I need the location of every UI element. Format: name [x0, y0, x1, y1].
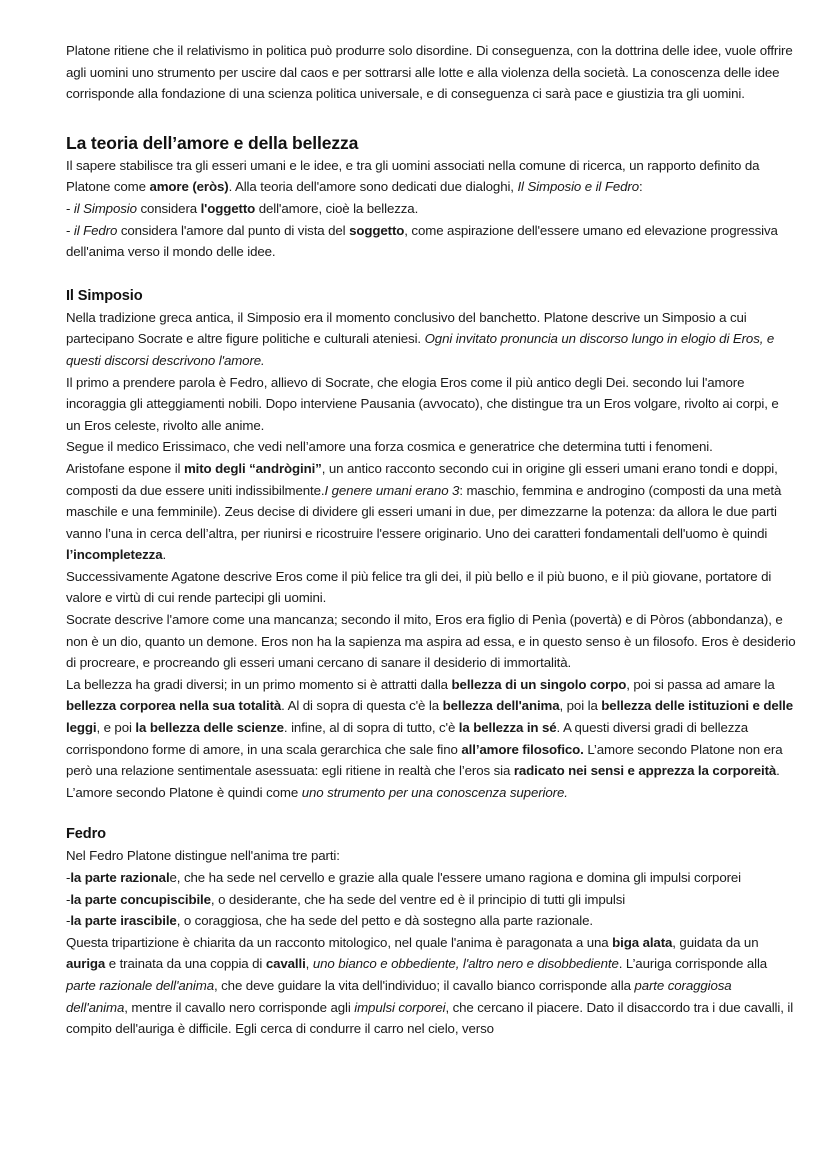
text-run: - [66, 891, 71, 907]
text-run: . Alla teoria dell'amore sono dedicati due dialoghi, [228, 179, 518, 195]
text-run: Aristofane espone il [66, 460, 184, 476]
text-run: , che deve guidare la vita dell'individuo; il cavallo bianco corrisponde alla [214, 977, 635, 993]
italic-term: uno bianco e obbediente, l'altro nero e disobbediente [312, 956, 619, 972]
section-heading-amore: La teoria dell’amore e della bellezza [66, 132, 359, 153]
section-heading-simposio: Il Simposio [66, 287, 143, 304]
italic-term: I genere umani erano 3 [324, 482, 460, 498]
text-run: Il primo a prendere parola è Fedro, allievo di Socrate, che elogia Eros come il più antico degli Dei. secondo lui l'amore incoraggia gli atteggiamenti nobili. Dopo interviene Pausania (avvocato), che distingue tra un Eros volgare, rivolto ai corpi, e un Eros celeste, rivolto alle anime. [66, 374, 779, 433]
bold-term: cavalli [265, 956, 306, 972]
bold-term: auriga [66, 956, 106, 972]
text-run: e trainata da una coppia di [105, 956, 266, 972]
text-run: , poi si passa ad amare la [626, 676, 775, 692]
bold-term: all’amore filosofico. [461, 741, 584, 757]
text-run: , un antico racconto secondo cui in origine gli esseri umani erano tondi e doppi, composti da due essere uniti indissibilmente. [66, 460, 778, 498]
simposio-paragraph [66, 436, 796, 458]
italic-term: il Fedro [73, 222, 118, 238]
text-run: Nel Fedro Platone distingue nell'anima tre parti: [66, 848, 340, 864]
bold-term: biga alata [612, 934, 673, 950]
italic-term: uno strumento per una conoscenza superiore. [301, 784, 568, 800]
bold-term: bellezza corporea nella sua totalità [66, 698, 282, 714]
bold-term: la bellezza in sé [458, 720, 557, 736]
text-run: , e poi [96, 720, 136, 736]
simposio-paragraph [66, 674, 796, 804]
text-run: , poi la [559, 698, 602, 714]
spacer [66, 263, 796, 285]
text-run: Socrate descrive l'amore come una mancanza; secondo il mito, Eros era figlio di Penìa (povertà) e di Pòros (abbondanza), e non è un dio, quanto un demone. Eros non ha la sapienza ma aspira ad essa, e in questo senso è un filosofo. Eros è desiderio di procreare, e procreando gli esseri umani cercano di sanare il desiderio di immortalità. [66, 612, 796, 671]
bold-term: bellezza di un singolo corpo [451, 676, 627, 692]
fedro-list-item [66, 889, 796, 911]
italic-term: parte razionale dell'anima [66, 977, 214, 993]
text-run: : [638, 179, 643, 195]
section-heading-fedro: Fedro [66, 826, 106, 843]
text-run: , o coraggiosa, che ha sede del petto e dà sostegno alla parte razionale. [176, 913, 593, 929]
text-run: . [162, 547, 167, 563]
text-run: considera [136, 200, 201, 216]
spacer [66, 803, 796, 823]
text-run: , o desiderante, che ha sede del ventre ed è il principio di tutti gli impulsi [210, 891, 626, 907]
text-run: , che cercano il piacere. Dato il disaccordo tra i due cavalli, il compito dell'auriga è difficile. Egli cerca di condurre il carro nel cielo, verso [66, 999, 794, 1037]
text-run: - [66, 200, 74, 216]
bold-term: l'oggetto [200, 200, 256, 216]
bold-term: amore (eròs) [149, 179, 229, 195]
bold-term: l’incompletezza [66, 547, 163, 563]
text-run: Nella tradizione greca antica, il Simposio era il momento conclusivo del banchetto. Platone descrive un Simposio a cui partecipano Socrate e altre figure politiche e culturali ateniesi. [66, 309, 747, 347]
amore-paragraph [66, 155, 796, 198]
bold-term: bellezza delle istituzioni e delle leggi [66, 698, 794, 736]
amore-bullet-fedro [66, 220, 796, 263]
text-run: considera l'amore dal punto di vista del [117, 222, 350, 238]
text-run: Questa tripartizione è chiarita da un racconto mitologico, nel quale l'anima è paragonata a una [66, 934, 613, 950]
text-run: , [305, 956, 313, 972]
text-run: dell'amore, cioè la bellezza. [255, 200, 419, 216]
text-run: Platone ritiene che il relativismo in politica può produrre solo disordine. Di conseguenza, con la dottrina delle idee, vuole offrire agli uomini uno strumento per uscire dal caos e per sottrarsi alle lotte e alla violenza della società. La conoscenza delle idee corrisponde alla fondazione di una scienza politica universale, e di conseguenza ci sarà pace e giustizia tra gli uomini. [66, 43, 793, 102]
italic-term: parte coraggiosa dell'anima [66, 977, 732, 1015]
text-run: Il sapere stabilisce tra gli esseri umani e le idee, e tra gli uomini associati nella comune di ricerca, un rapporto definito da Platone come [66, 157, 760, 195]
italic-term: Il Simposio e il Fedro [517, 179, 639, 195]
italic-term: il Simposio [73, 200, 137, 216]
bold-term: la parte irascibile [70, 913, 177, 929]
simposio-paragraph [66, 566, 796, 609]
text-run: e, che ha sede nel cervello e grazie alla quale l'essere umano ragiona e domina gli impulsi corporei [169, 870, 742, 885]
bold-term: la parte concupiscibile [70, 891, 211, 907]
text-run: - [66, 870, 71, 885]
simposio-paragraph [66, 307, 796, 372]
intro-paragraph [66, 40, 796, 105]
italic-term: impulsi corporei [354, 999, 446, 1015]
text-run: . L’auriga corrisponde alla [618, 956, 768, 972]
text-run: . Al di sopra di questa c'è la [281, 698, 443, 714]
text-run: , guidata da un [672, 934, 759, 950]
text-run: - [66, 222, 74, 238]
document-page [66, 40, 796, 1040]
text-run: : maschio, femmina e androgino (composti da una metà maschile e una femminile). Zeus decise di dividere gli esseri umani in due, per dimezzarne la potenza: da allora le due parti vanno l’una in cerca dell’altra, per riunirsi e ricostruire l'essere originario. Uno dei caratteri fondamentali dell'uomo è quindi [66, 482, 782, 541]
fedro-list-item [66, 910, 796, 932]
bold-term: radicato nei sensi e apprezza la corporeità [513, 763, 777, 779]
italic-term: Ogni invitato pronuncia un discorso lungo in elogio di Eros, e questi discorsi descrivono l'amore. [66, 331, 775, 368]
text-run: L’amore secondo Platone non era però una relazione sentimentale asessuata: egli ritiene in realtà che l’eros sia [66, 741, 783, 779]
bold-term: la parte razional [70, 870, 170, 885]
simposio-paragraph [66, 609, 796, 674]
text-run: , come aspirazione dell'essere umano ed elevazione progressiva dell'anima verso il mondo delle idee. [66, 222, 778, 260]
text-run: Successivamente Agatone descrive Eros come il più felice tra gli dei, il più bello e il più buono, e il più giovane, portatore di valore e virtù di cui rende partecipi gli uomini. [66, 568, 772, 606]
amore-bullet-simposio [66, 198, 796, 220]
simposio-paragraph [66, 458, 796, 566]
bold-term: bellezza dell'anima [442, 698, 560, 714]
simposio-paragraph [66, 372, 796, 437]
text-run: - [66, 913, 71, 929]
fedro-paragraph [66, 845, 796, 867]
fedro-paragraph [66, 932, 796, 1040]
text-run: . infine, al di sopra di tutto, c'è [283, 720, 459, 736]
text-run: . A questi diversi gradi di bellezza corrispondono forme di amore, in una scala gerarchica che sale fino [66, 720, 749, 757]
text-run: La bellezza ha gradi diversi; in un primo momento si è attratti dalla [66, 676, 452, 692]
text-run: . L’amore secondo Platone è quindi come [66, 763, 780, 800]
bold-term: la bellezza delle scienze [135, 720, 284, 736]
bold-term: mito degli “andrògini” [183, 460, 322, 476]
bold-term: soggetto [349, 222, 405, 238]
text-run: , mentre il cavallo nero corrisponde agli [124, 999, 355, 1015]
text-run: Segue il medico Erissimaco, che vedi nell’amore una forza cosmica e generatrice che determina tutti i fenomeni. [66, 439, 713, 455]
fedro-list-item [66, 867, 796, 889]
